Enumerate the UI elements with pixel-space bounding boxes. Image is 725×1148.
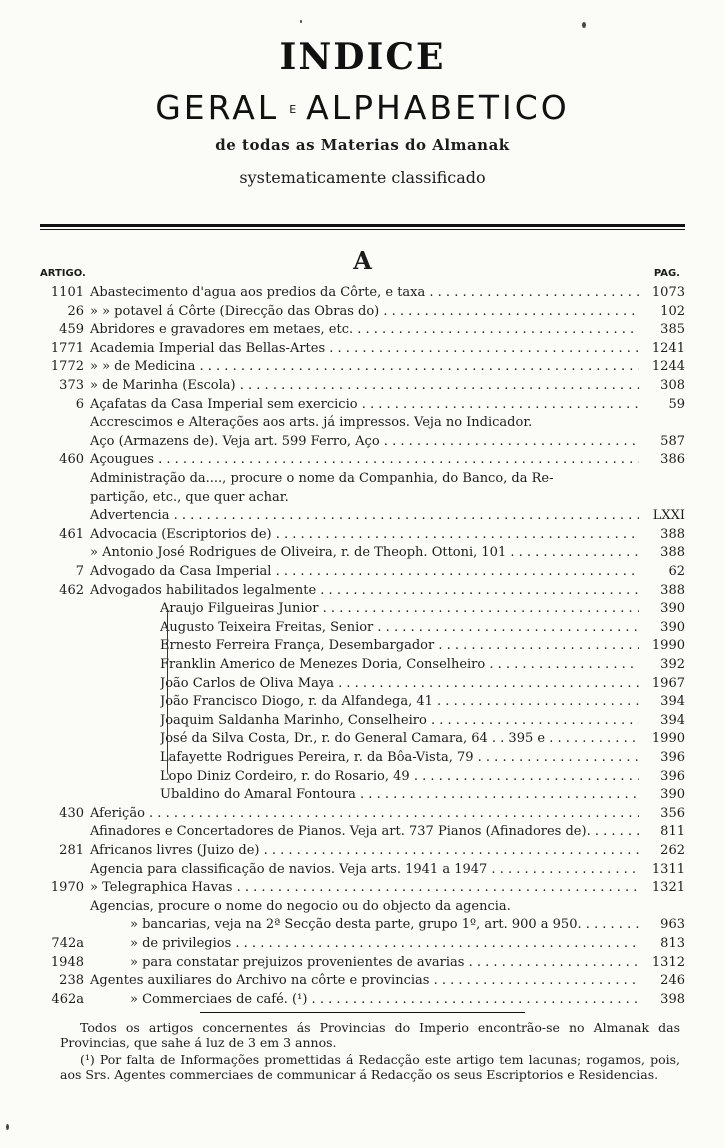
entry-label: Abastecimento d'agua aos predios da Côrte, e taxa — [90, 285, 426, 300]
entry-text — [90, 842, 639, 860]
entry-page-number: 392 — [660, 657, 685, 672]
entry-label: Lafayette Rodrigues Pereira, r. da Bôa-Vista, 79 — [160, 750, 474, 765]
entry-text — [160, 656, 639, 674]
entry-page-number: 1967 — [651, 675, 685, 691]
index-entry — [40, 414, 685, 432]
advogado-entry — [40, 637, 685, 655]
entry-text — [90, 396, 639, 414]
column-header-pag: PAG. — [653, 268, 680, 279]
entry-text — [90, 507, 639, 525]
entry-artigo-number: 26 — [67, 303, 84, 319]
entry-page-number: 1312 — [651, 954, 685, 970]
index-entry — [40, 823, 685, 841]
entry-label: Africanos livres (Juizo de) — [90, 843, 260, 858]
index-entry — [40, 582, 685, 600]
index-entry — [40, 284, 685, 302]
entry-text — [90, 414, 639, 432]
entry-text — [90, 582, 639, 600]
advogado-entry — [40, 675, 685, 693]
entry-text — [90, 451, 639, 469]
entry-label: Lopo Diniz Cordeiro, r. do Rosario, 49 — [160, 768, 410, 784]
advogado-entry — [40, 600, 685, 618]
entry-page-number: 385 — [660, 322, 685, 338]
index-entry — [40, 396, 685, 414]
entry-text — [90, 879, 639, 897]
entry-text — [90, 470, 639, 488]
entry-label: » de privilegios — [130, 936, 232, 951]
advogado-entry — [40, 786, 685, 804]
page-title-indice: INDICE — [279, 36, 446, 78]
entry-page-number: 388 — [660, 526, 685, 542]
entry-label: Ubaldino do Amaral Fontoura — [160, 787, 356, 803]
entry-page-number: 398 — [660, 991, 685, 1007]
index-entry — [40, 340, 685, 358]
index-entry — [40, 489, 685, 507]
entry-label: Advogado da Casa Imperial — [90, 564, 272, 579]
entry-label: » » de Medicina — [90, 359, 196, 375]
index-entry — [40, 563, 685, 581]
entry-page-number: 396 — [660, 750, 685, 765]
entry-artigo-number: 461 — [59, 526, 84, 542]
footer-note-lacunas: (¹) Por falta de Informações promettidas á Redacção este artigo tem lacunas; rogamos, pois, aos Srs. Agentes commerciaes de communicar á Redacção os seus Escriptorios e Residencias. — [60, 1052, 680, 1082]
index-entry — [40, 842, 685, 860]
index-entry — [40, 935, 685, 953]
entry-text — [90, 898, 639, 916]
entry-label: Advocacia (Escriptorios de) — [90, 526, 272, 542]
entry-page-number: 390 — [660, 601, 685, 617]
subtitle-materias: de todas as Materias do Almanak — [215, 136, 510, 154]
entry-label: partição, etc., que quer achar. — [90, 489, 289, 505]
entry-text — [160, 712, 639, 730]
entry-page-number: 102 — [660, 303, 685, 319]
index-entry — [40, 898, 685, 916]
title-alphabetico-word: ALPHABETICO — [306, 88, 570, 127]
entry-page-number: 246 — [660, 973, 685, 989]
index-entry — [40, 321, 685, 339]
entry-text — [160, 600, 639, 618]
entry-label: Advertencia — [90, 508, 170, 524]
advogados-brace — [167, 610, 176, 776]
entry-label: » » potavel á Côrte (Direcção das Obras do) — [90, 303, 380, 319]
entry-label: » para constatar prejuizos provenientes de avarias — [130, 954, 465, 970]
entry-text — [90, 340, 639, 358]
entry-text — [160, 675, 639, 693]
entry-text — [130, 991, 639, 1009]
entry-text — [160, 749, 639, 767]
entry-text — [130, 916, 639, 934]
entry-text — [90, 489, 639, 507]
divider-thin — [40, 229, 685, 230]
index-entry — [40, 805, 685, 823]
entry-artigo-number: 238 — [59, 973, 84, 989]
print-speck — [300, 20, 302, 23]
index-entry — [40, 954, 685, 972]
entry-artigo-number: 281 — [59, 843, 84, 858]
entry-artigo-number: 460 — [59, 452, 84, 468]
entry-text — [90, 321, 639, 339]
entry-text — [160, 693, 639, 711]
entry-text — [90, 861, 639, 879]
entry-page-number: 394 — [660, 694, 685, 710]
entry-label: Franklin Americo de Menezes Doria, Conselheiro — [160, 657, 486, 672]
entry-label: » Commerciaes de café. (¹) — [130, 991, 308, 1007]
entry-page-number: 390 — [660, 787, 685, 803]
entry-artigo-number: 1948 — [50, 954, 84, 970]
entry-label: » bancarias, veja na 2ª Secção desta parte, grupo 1º, art. 900 a 950. — [130, 917, 582, 933]
entry-label: Abridores e gravadores em metaes, etc. — [90, 322, 354, 338]
entry-page-number: 262 — [660, 843, 685, 858]
print-speck — [6, 1124, 9, 1130]
entry-label: Joaquim Saldanha Marinho, Conselheiro — [160, 712, 427, 728]
entry-page-number: 388 — [660, 582, 685, 598]
index-entry — [40, 507, 685, 525]
entry-page-number: 308 — [660, 378, 685, 393]
entry-text — [90, 284, 639, 302]
footer-note-provincias: Todos os artigos concernentes ás Provincias do Imperio encontrão-se no Almanak das Provincias, que sahe á luz de 3 em 3 annos. — [60, 1020, 680, 1050]
entry-page-number: 1244 — [651, 359, 685, 375]
entry-artigo-number: 373 — [59, 378, 84, 393]
entry-text — [130, 935, 639, 953]
entry-page-number: 963 — [660, 917, 685, 933]
index-entry — [40, 303, 685, 321]
entry-text — [160, 637, 639, 655]
entry-page-number: 1241 — [651, 340, 685, 356]
entry-label: José da Silva Costa, Dr., r. do General Camara, 64 . . 395 e — [160, 731, 546, 747]
title-geral-word: GERAL — [155, 88, 280, 127]
advogado-entry — [40, 712, 685, 730]
entry-text — [90, 805, 639, 823]
entry-label: Administração da...., procure o nome da Companhia, do Banco, da Re- — [90, 471, 554, 486]
entry-artigo-number: 1970 — [50, 880, 84, 896]
advogado-entry — [40, 693, 685, 711]
entry-page-number: 1990 — [651, 638, 685, 654]
entry-text — [90, 433, 639, 451]
entry-artigo-number: 1101 — [50, 285, 84, 300]
entry-label: Agencia para classificação de navios. Veja arts. 1941 a 1947 — [90, 861, 488, 877]
entry-text — [90, 544, 639, 562]
index-entry — [40, 358, 685, 376]
index-entry — [40, 879, 685, 897]
index-entry — [40, 991, 685, 1009]
index-entry — [40, 916, 685, 934]
entry-label: » Telegraphica Havas — [90, 880, 233, 896]
entry-text — [160, 786, 639, 804]
entry-page-number: 386 — [660, 452, 685, 468]
advogado-entry — [40, 730, 685, 748]
entry-label: Açafatas da Casa Imperial sem exercicio — [90, 396, 358, 412]
entry-page-number: 59 — [668, 396, 685, 412]
entry-page-number: 62 — [668, 564, 685, 579]
entry-page-number: 394 — [660, 712, 685, 728]
entry-page-number: 390 — [660, 619, 685, 635]
entry-label: Agencias, procure o nome do negocio ou do objecto da agencia. — [90, 898, 511, 914]
index-entry — [40, 544, 685, 562]
column-header-artigo: ARTIGO. — [40, 268, 86, 279]
advogado-entry — [40, 656, 685, 674]
entry-artigo-number: 1772 — [50, 359, 84, 375]
entry-label: » Antonio José Rodrigues de Oliveira, r. de Theoph. Ottoni, 101 — [90, 545, 507, 561]
index-entry — [40, 377, 685, 395]
print-speck — [582, 22, 586, 28]
entry-text — [160, 768, 639, 786]
divider-thick — [40, 224, 685, 227]
entry-label: Accrescimos e Alterações aos arts. já impressos. Veja no Indicador. — [90, 415, 533, 431]
entry-page-number: 1073 — [651, 285, 685, 300]
entry-page-number: 1311 — [651, 861, 685, 877]
entry-label: Araujo Filgueiras Junior — [160, 601, 319, 617]
entry-artigo-number: 1771 — [50, 340, 84, 356]
page-title-geral-alphabetico — [0, 88, 725, 127]
entry-artigo-number: 462 — [59, 582, 84, 598]
entry-page-number: 813 — [660, 936, 685, 951]
entry-text — [90, 526, 639, 544]
entry-label: Afinadores e Concertadores de Pianos. Veja art. 737 Pianos (Afinadores de). — [90, 824, 591, 840]
section-letter: A — [353, 246, 372, 275]
entry-page-number: 396 — [660, 768, 685, 784]
title-conjunction: E — [289, 103, 297, 116]
entry-label: João Francisco Diogo, r. da Alfandega, 41 — [160, 694, 433, 710]
entry-artigo-number: 742a — [51, 936, 84, 951]
entry-label: Açougues — [90, 452, 154, 468]
entry-label: Advogados habilitados legalmente — [90, 582, 317, 598]
entry-label: » de Marinha (Escola) — [90, 378, 236, 393]
entry-text — [160, 730, 639, 748]
entry-text — [90, 303, 639, 321]
entry-page-number: 356 — [660, 805, 685, 821]
entry-label: Aço (Armazens de). Veja art. 599 Ferro, Aço — [90, 433, 380, 449]
entry-label: Agentes auxiliares do Archivo na côrte e provincias — [90, 973, 430, 989]
index-entry — [40, 861, 685, 879]
index-entry — [40, 526, 685, 544]
entry-text — [90, 823, 639, 841]
entry-page-number: 1321 — [651, 880, 685, 896]
entry-text — [160, 619, 639, 637]
entry-artigo-number: 6 — [75, 396, 84, 412]
entry-label: Ernesto Ferreira França, Desembargador — [160, 638, 435, 654]
entry-artigo-number: 7 — [75, 564, 84, 579]
entry-text — [90, 972, 639, 990]
entry-artigo-number: 459 — [59, 322, 84, 338]
entry-artigo-number: 430 — [59, 805, 84, 821]
entry-artigo-number: 462a — [51, 991, 84, 1007]
entry-label: Augusto Teixeira Freitas, Senior — [160, 619, 374, 635]
entry-page-number: 388 — [660, 545, 685, 561]
entry-text — [90, 563, 639, 581]
entry-text — [90, 358, 639, 376]
entry-page-number: LXXI — [652, 508, 685, 524]
entry-page-number: 587 — [660, 433, 685, 449]
entry-page-number: 1990 — [651, 731, 685, 747]
advogado-entry — [40, 768, 685, 786]
footer-divider — [200, 1012, 525, 1013]
index-entry — [40, 470, 685, 488]
advogado-entry — [40, 619, 685, 637]
index-entry — [40, 972, 685, 990]
subtitle-classificado: systematicamente classificado — [239, 168, 486, 187]
entry-label: Aferição — [90, 805, 145, 821]
index-entry — [40, 451, 685, 469]
entry-text — [130, 954, 639, 972]
entry-label: João Carlos de Oliva Maya — [160, 675, 334, 691]
entry-text — [90, 377, 639, 395]
entry-label: Academia Imperial das Bellas-Artes — [90, 340, 326, 356]
advogado-entry — [40, 749, 685, 767]
entry-page-number: 811 — [660, 824, 685, 840]
index-entry — [40, 433, 685, 451]
